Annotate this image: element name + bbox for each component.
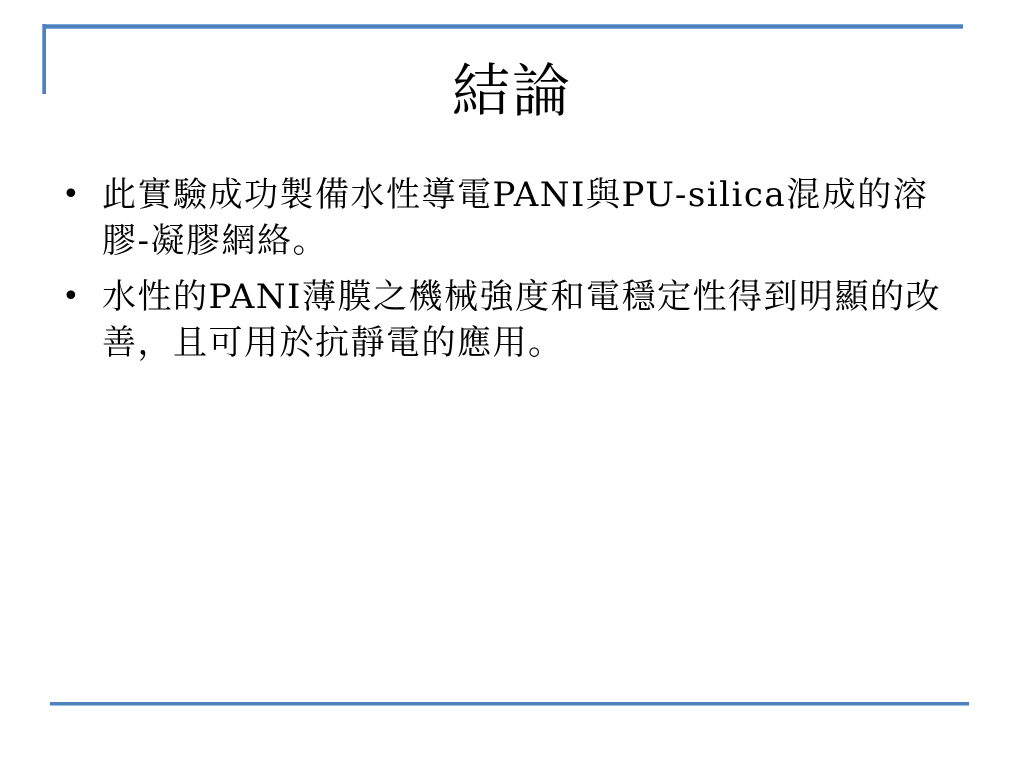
top-accent-rule [42,24,963,29]
list-item [60,172,944,264]
bullet-icon: • [62,279,80,314]
bottom-accent-rule [50,702,969,706]
list-item [60,274,944,366]
bullet-text: 水性的PANI薄膜之機械強度和電穩定性得到明顯的改善，且可用於抗靜電的應用。 [102,277,941,363]
bullet-text: 此實驗成功製備水性導電PANI與PU-silica混成的溶膠-凝膠網絡。 [102,175,929,261]
slide-title: 結論 [451,57,572,125]
bullet-icon: • [62,177,80,212]
slide-body [60,172,944,376]
